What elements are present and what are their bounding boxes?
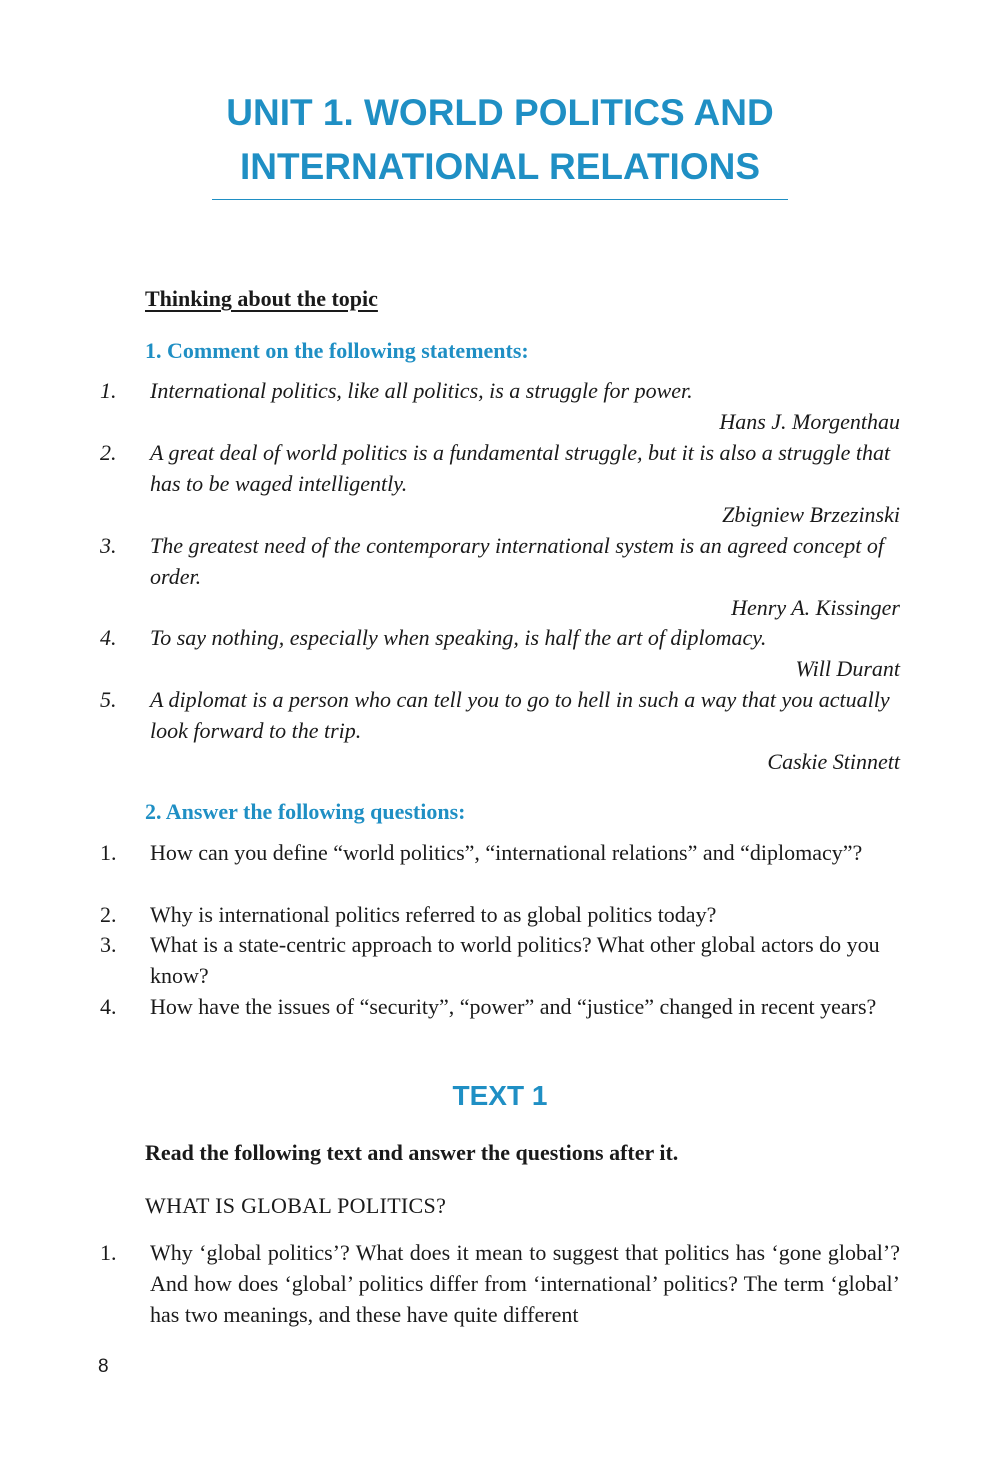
quote-number: 2. bbox=[100, 440, 117, 465]
quote-number: 1. bbox=[100, 378, 117, 403]
quote-text: The greatest need of the contemporary international system is an agreed concept of order. bbox=[150, 533, 885, 589]
question-text: How can you define “world politics”, “international relations” and “diplomacy”? bbox=[150, 840, 863, 865]
unit-title-line-2: INTERNATIONAL RELATIONS bbox=[239, 146, 761, 187]
quote-item bbox=[100, 622, 900, 684]
question-text: What is a state-centric approach to world politics? What other global actors do you know? bbox=[150, 932, 880, 988]
quote-author: Zbigniew Brzezinski bbox=[722, 502, 900, 527]
question-number: 2. bbox=[100, 902, 117, 927]
quote-item bbox=[100, 375, 900, 437]
text-subtitle: WHAT IS GLOBAL POLITICS? bbox=[145, 1193, 447, 1218]
quote-text: To say nothing, especially when speaking, is half the art of diplomacy. bbox=[150, 625, 767, 650]
question-number: 4. bbox=[100, 994, 117, 1019]
paragraph-number: 1. bbox=[100, 1240, 117, 1265]
reading-instruction: Read the following text and answer the questions after it. bbox=[145, 1140, 679, 1165]
question-item bbox=[100, 899, 900, 930]
question-text: How have the issues of “security”, “power” and “justice” changed in recent years? bbox=[150, 994, 877, 1019]
unit-title bbox=[100, 86, 900, 194]
question-number: 3. bbox=[100, 932, 117, 957]
unit-title-line-1: UNIT 1. WORLD POLITICS AND bbox=[226, 92, 774, 133]
text-1-title: TEXT 1 bbox=[452, 1080, 548, 1111]
quote-author: Henry A. Kissinger bbox=[731, 595, 900, 620]
text-paragraph bbox=[100, 1237, 900, 1330]
paragraph-text: Why ‘global politics’? What does it mean to suggest that politics has ‘gone global’? And how does ‘global’ politics differ from ‘international’ politics? The term ‘global’ has two meanings, and these have quite different bbox=[150, 1240, 900, 1327]
title-underline bbox=[212, 199, 788, 200]
quote-author: Caskie Stinnett bbox=[767, 749, 900, 774]
question-number: 1. bbox=[100, 840, 117, 865]
quote-number: 5. bbox=[100, 687, 117, 712]
quote-item bbox=[100, 530, 900, 623]
task-1-heading: 1. Comment on the following statements: bbox=[145, 338, 529, 363]
quote-author: Will Durant bbox=[795, 656, 900, 681]
question-item bbox=[100, 991, 900, 1022]
section-heading: Thinking about the topic bbox=[145, 286, 378, 311]
page-number: 8 bbox=[98, 1356, 109, 1377]
quote-number: 4. bbox=[100, 625, 117, 650]
quote-number: 3. bbox=[100, 533, 117, 558]
quote-text: A great deal of world politics is a fundamental struggle, but it is also a struggle that has to be waged intelligently. bbox=[150, 440, 891, 496]
quote-text: International politics, like all politics, is a struggle for power. bbox=[150, 378, 693, 403]
question-text: Why is international politics referred to as global politics today? bbox=[150, 902, 717, 927]
quote-item bbox=[100, 437, 900, 530]
question-item bbox=[100, 929, 900, 991]
task-2-heading: 2. Answer the following questions: bbox=[145, 799, 466, 824]
question-item bbox=[100, 837, 900, 868]
quote-author: Hans J. Morgenthau bbox=[719, 409, 900, 434]
quote-text: A diplomat is a person who can tell you to go to hell in such a way that you actually look forward to the trip. bbox=[150, 687, 890, 743]
quote-item bbox=[100, 684, 900, 777]
